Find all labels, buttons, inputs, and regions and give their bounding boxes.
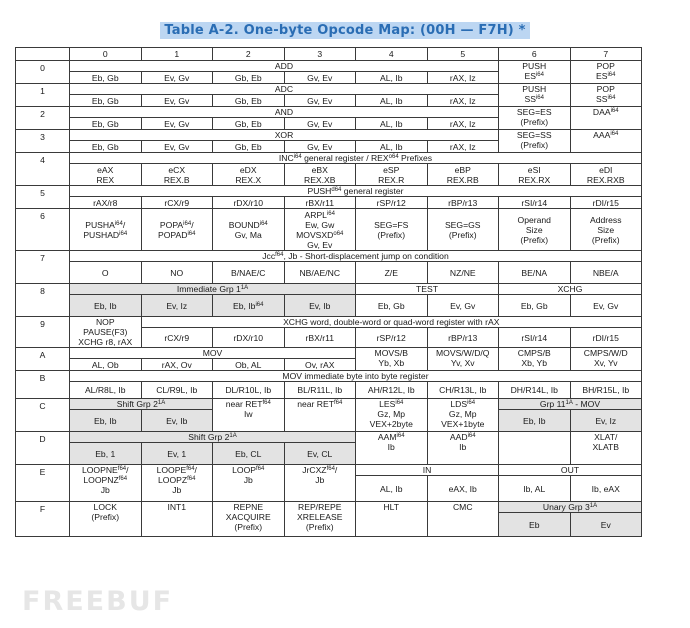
cell-76: BE/NA bbox=[499, 262, 571, 284]
cell-14: AL, Ib bbox=[356, 95, 428, 107]
table-row bbox=[16, 164, 642, 186]
cell-25: rAX, Iz bbox=[427, 118, 499, 130]
group-test: TEST bbox=[356, 284, 499, 295]
group-unary-grp3: Unary Grp $3^{1A}$ bbox=[499, 502, 642, 513]
cell-54: rSP/r12 bbox=[356, 197, 428, 209]
group-out: OUT bbox=[499, 465, 642, 476]
group-adc: ADC bbox=[70, 84, 499, 95]
watermark-logo: FREEBUF bbox=[22, 586, 174, 617]
cell-77: NBE/A bbox=[570, 262, 642, 284]
col-header-1: 1 bbox=[141, 48, 213, 61]
row-header-6: 6 bbox=[16, 209, 70, 251]
cell-52: rDX/r10 bbox=[213, 197, 285, 209]
cell-03: Gv, Ev bbox=[284, 72, 356, 84]
cell-20: Eb, Gb bbox=[70, 118, 142, 130]
cell-34: AL, Ib bbox=[356, 141, 428, 153]
cell-41: eCX REX.B bbox=[141, 164, 213, 186]
cell-02: Gb, Eb bbox=[213, 72, 285, 84]
cell-55: rBP/r13 bbox=[427, 197, 499, 209]
cell-22: Gb, Eb bbox=[213, 118, 285, 130]
col-header-6: 6 bbox=[499, 48, 571, 61]
cell-87: Ev, Gv bbox=[570, 295, 642, 317]
cell-65: SEG=GS (Prefix) bbox=[427, 209, 499, 251]
cell-23: Gv, Ev bbox=[284, 118, 356, 130]
cell-A2: Ob, AL bbox=[213, 359, 285, 371]
cell-C3: near $RET^{f64}$ bbox=[284, 399, 356, 432]
table-row bbox=[16, 465, 642, 476]
cell-85: Ev, Gv bbox=[427, 295, 499, 317]
cell-37: $AAA^{i64}$ bbox=[570, 130, 642, 153]
cell-60: $PUSHA^{i64}/$ $PUSHAD^{i64}$ bbox=[70, 209, 142, 251]
row-header-7: 7 bbox=[16, 251, 70, 284]
cell-05: rAX, Iz bbox=[427, 72, 499, 84]
row-header-3: 3 bbox=[16, 130, 70, 153]
cell-17: POP $SS^{i64}$ bbox=[570, 84, 642, 107]
cell-F1: INT1 bbox=[141, 502, 213, 537]
cell-A0: AL, Ob bbox=[70, 359, 142, 371]
cell-D0: Eb, 1 bbox=[70, 443, 142, 465]
group-mov-imm: MOV immediate byte into byte register bbox=[70, 371, 642, 382]
row-header-F: F bbox=[16, 502, 70, 537]
cell-E4: AL, Ib bbox=[356, 476, 428, 502]
cell-D4: $AAM^{i64}$ Ib bbox=[356, 432, 428, 465]
row-header-D: D bbox=[16, 432, 70, 465]
cell-75: NZ/NE bbox=[427, 262, 499, 284]
cell-C2: near $RET^{f64}$ Iw bbox=[213, 399, 285, 432]
cell-E7: Ib, eAX bbox=[570, 476, 642, 502]
cell-62: $BOUND^{i64}$ Gv, Ma bbox=[213, 209, 285, 251]
group-xchg-rax: XCHG word, double-word or quad-word register with rAX bbox=[141, 317, 642, 328]
group-and: AND bbox=[70, 107, 499, 118]
cell-46: eSI REX.RX bbox=[499, 164, 571, 186]
row-header-A: A bbox=[16, 348, 70, 371]
cell-42: eDX REX.X bbox=[213, 164, 285, 186]
cell-F3: REP/REPE XRELEASE (Prefix) bbox=[284, 502, 356, 537]
cell-B5: CH/R13L, Ib bbox=[427, 382, 499, 399]
cell-63: $ARPL^{i64}$ Ew, Gw $MOVSXD^{o64}$ Gv, Ev bbox=[284, 209, 356, 251]
cell-56: rSI/r14 bbox=[499, 197, 571, 209]
cell-00: Eb, Gb bbox=[70, 72, 142, 84]
col-header-3: 3 bbox=[284, 48, 356, 61]
cell-51: rCX/r9 bbox=[141, 197, 213, 209]
cell-D6 bbox=[499, 432, 571, 465]
cell-71: NO bbox=[141, 262, 213, 284]
cell-92: rDX/r10 bbox=[213, 328, 285, 348]
cell-70: O bbox=[70, 262, 142, 284]
cell-D3: Ev, CL bbox=[284, 443, 356, 465]
cell-D1: Ev, 1 bbox=[141, 443, 213, 465]
column-header-row bbox=[16, 48, 642, 61]
cell-40: eAX REX bbox=[70, 164, 142, 186]
cell-10: Eb, Gb bbox=[70, 95, 142, 107]
col-header-4: 4 bbox=[356, 48, 428, 61]
cell-B3: BL/R11L, Ib bbox=[284, 382, 356, 399]
cell-66: Operand Size (Prefix) bbox=[499, 209, 571, 251]
table-row bbox=[16, 382, 642, 399]
cell-E3: JrCXZ$^{f64}$/ Jb bbox=[284, 465, 356, 502]
cell-E0: $LOOPNE^{f64}/$ $LOOPNZ^{f64}$ Jb bbox=[70, 465, 142, 502]
group-shift-grp2: Shift Grp $2^{1A}$ bbox=[70, 399, 213, 410]
cell-45: eBP REX.RB bbox=[427, 164, 499, 186]
table-row bbox=[16, 371, 642, 382]
cell-21: Ev, Gv bbox=[141, 118, 213, 130]
table-row bbox=[16, 84, 642, 95]
cell-F4: HLT bbox=[356, 502, 428, 537]
cell-44: eSP REX.R bbox=[356, 164, 428, 186]
col-header-7: 7 bbox=[570, 48, 642, 61]
cell-86: Eb, Gb bbox=[499, 295, 571, 317]
table-title: Table A-2. One-byte Opcode Map: (00H — F7H) * bbox=[160, 22, 529, 39]
cell-12: Gb, Eb bbox=[213, 95, 285, 107]
table-row bbox=[16, 502, 642, 513]
table-row bbox=[16, 153, 642, 164]
cell-01: Ev, Gv bbox=[141, 72, 213, 84]
table-row bbox=[16, 262, 642, 284]
cell-91: rCX/r9 bbox=[141, 328, 213, 348]
cell-35: rAX, Iz bbox=[427, 141, 499, 153]
cell-A3: Ov, rAX bbox=[284, 359, 356, 371]
cell-57: rDI/r15 bbox=[570, 197, 642, 209]
cell-81: Ev, Iz bbox=[141, 295, 213, 317]
cell-27: $DAA^{i64}$ bbox=[570, 107, 642, 130]
cell-80: Eb, Ib bbox=[70, 295, 142, 317]
cell-94: rSP/r12 bbox=[356, 328, 428, 348]
cell-C5: $LDS^{i64}$ Gz, Mp VEX+1byte bbox=[427, 399, 499, 432]
cell-A5: MOVS/W/D/Q Yv, Xv bbox=[427, 348, 499, 371]
group-grp11-mov: Grp $11^{1A}$ - MOV bbox=[499, 399, 642, 410]
table-row bbox=[16, 197, 642, 209]
cell-47: eDI REX.RXB bbox=[570, 164, 642, 186]
table-row bbox=[16, 399, 642, 410]
cell-F0: LOCK (Prefix) bbox=[70, 502, 142, 537]
cell-97: rDI/r15 bbox=[570, 328, 642, 348]
table-row bbox=[16, 284, 642, 295]
cell-E1: $LOOPE^{f64}/$ $LOOPZ^{f64}$ Jb bbox=[141, 465, 213, 502]
cell-C4: $LES^{i64}$ Gz, Mp VEX+2byte bbox=[356, 399, 428, 432]
cell-82: Eb, $Ib^{i64}$ bbox=[213, 295, 285, 317]
cell-E5: eAX, Ib bbox=[427, 476, 499, 502]
cell-53: rBX/r11 bbox=[284, 197, 356, 209]
cell-64: SEG=FS (Prefix) bbox=[356, 209, 428, 251]
cell-30: Eb, Gb bbox=[70, 141, 142, 153]
cell-90: NOP PAUSE(F3) XCHG r8, rAX bbox=[70, 317, 142, 348]
table-row bbox=[16, 186, 642, 197]
cell-A6: CMPS/B Xb, Yb bbox=[499, 348, 571, 371]
cell-04: AL, Ib bbox=[356, 72, 428, 84]
cell-A1: rAX, Ov bbox=[141, 359, 213, 371]
cell-61: $POPA^{i64}/$ $POPAD^{i64}$ bbox=[141, 209, 213, 251]
cell-16: PUSH $SS^{i64}$ bbox=[499, 84, 571, 107]
cell-67: Address Size (Prefix) bbox=[570, 209, 642, 251]
cell-15: rAX, Iz bbox=[427, 95, 499, 107]
row-header-9: 9 bbox=[16, 317, 70, 348]
cell-72: B/NAE/C bbox=[213, 262, 285, 284]
cell-95: rBP/r13 bbox=[427, 328, 499, 348]
cell-C7: Ev, Iz bbox=[570, 410, 642, 432]
cell-B2: DL/R10L, Ib bbox=[213, 382, 285, 399]
row-header-B: B bbox=[16, 371, 70, 399]
table-row bbox=[16, 107, 642, 118]
cell-F2: REPNE XACQUIRE (Prefix) bbox=[213, 502, 285, 537]
group-in: IN bbox=[356, 465, 499, 476]
cell-74: Z/E bbox=[356, 262, 428, 284]
row-header-5: 5 bbox=[16, 186, 70, 209]
cell-06: PUSH $ES^{i64}$ bbox=[499, 61, 571, 84]
cell-C6: Eb, Ib bbox=[499, 410, 571, 432]
cell-43: eBX REX.XB bbox=[284, 164, 356, 186]
corner-cell bbox=[16, 48, 70, 61]
group-immediate-grp1: Immediate Grp $1^{1A}$ bbox=[70, 284, 356, 295]
group-xchg: XCHG bbox=[499, 284, 642, 295]
group-xor: XOR bbox=[70, 130, 499, 141]
group-add: ADD bbox=[70, 61, 499, 72]
group-push: $PUSH^{d64}$ general register bbox=[70, 186, 642, 197]
cell-96: rSI/r14 bbox=[499, 328, 571, 348]
table-row bbox=[16, 295, 642, 317]
cell-11: Ev, Gv bbox=[141, 95, 213, 107]
cell-F7: Ev bbox=[570, 513, 642, 537]
row-header-C: C bbox=[16, 399, 70, 432]
cell-B6: DH/R14L, Ib bbox=[499, 382, 571, 399]
table-row bbox=[16, 348, 642, 359]
cell-31: Ev, Gv bbox=[141, 141, 213, 153]
opcode-map-table bbox=[15, 47, 642, 537]
group-inc: $INC^{i64}$ general register / $REX^{o64}$ Prefixes bbox=[70, 153, 642, 164]
cell-32: Gb, Eb bbox=[213, 141, 285, 153]
row-header-8: 8 bbox=[16, 284, 70, 317]
cell-93: rBX/r11 bbox=[284, 328, 356, 348]
cell-F6: Eb bbox=[499, 513, 571, 537]
cell-E2: $LOOP^{f64}$ Jb bbox=[213, 465, 285, 502]
cell-07: POP $ES^{i64}$ bbox=[570, 61, 642, 84]
cell-D5: $AAD^{i64}$ Ib bbox=[427, 432, 499, 465]
cell-C1: Ev, Ib bbox=[141, 410, 213, 432]
col-header-0: 0 bbox=[70, 48, 142, 61]
cell-33: Gv, Ev bbox=[284, 141, 356, 153]
cell-83: Ev, Ib bbox=[284, 295, 356, 317]
table-row bbox=[16, 432, 642, 443]
cell-F5: CMC bbox=[427, 502, 499, 537]
col-header-2: 2 bbox=[213, 48, 285, 61]
cell-73: NB/AE/NC bbox=[284, 262, 356, 284]
cell-B0: AL/R8L, Ib bbox=[70, 382, 142, 399]
table-row bbox=[16, 209, 642, 251]
cell-A4: MOVS/B Yb, Xb bbox=[356, 348, 428, 371]
table-row bbox=[16, 317, 642, 328]
cell-B7: BH/R15L, Ib bbox=[570, 382, 642, 399]
group-jcc: Jcc$^{f64}$, Jb - Short-displacement jump on condition bbox=[70, 251, 642, 262]
cell-D7: XLAT/ XLATB bbox=[570, 432, 642, 465]
cell-E6: Ib, AL bbox=[499, 476, 571, 502]
col-header-5: 5 bbox=[427, 48, 499, 61]
table-row bbox=[16, 61, 642, 72]
cell-26: SEG=ES (Prefix) bbox=[499, 107, 571, 130]
cell-13: Gv, Ev bbox=[284, 95, 356, 107]
table-row bbox=[16, 130, 642, 141]
cell-50: rAX/r8 bbox=[70, 197, 142, 209]
cell-B1: CL/R9L, Ib bbox=[141, 382, 213, 399]
table-row bbox=[16, 251, 642, 262]
row-header-2: 2 bbox=[16, 107, 70, 130]
row-header-0: 0 bbox=[16, 61, 70, 84]
cell-B4: AH/R12L, Ib bbox=[356, 382, 428, 399]
cell-A7: CMPS/W/D Xv, Yv bbox=[570, 348, 642, 371]
cell-24: AL, Ib bbox=[356, 118, 428, 130]
cell-84: Eb, Gb bbox=[356, 295, 428, 317]
cell-C0: Eb, Ib bbox=[70, 410, 142, 432]
row-header-1: 1 bbox=[16, 84, 70, 107]
group-mov: MOV bbox=[70, 348, 356, 359]
row-header-4: 4 bbox=[16, 153, 70, 186]
row-header-E: E bbox=[16, 465, 70, 502]
cell-36: SEG=SS (Prefix) bbox=[499, 130, 571, 153]
group-shift-grp2-d: Shift Grp $2^{1A}$ bbox=[70, 432, 356, 443]
cell-D2: Eb, CL bbox=[213, 443, 285, 465]
